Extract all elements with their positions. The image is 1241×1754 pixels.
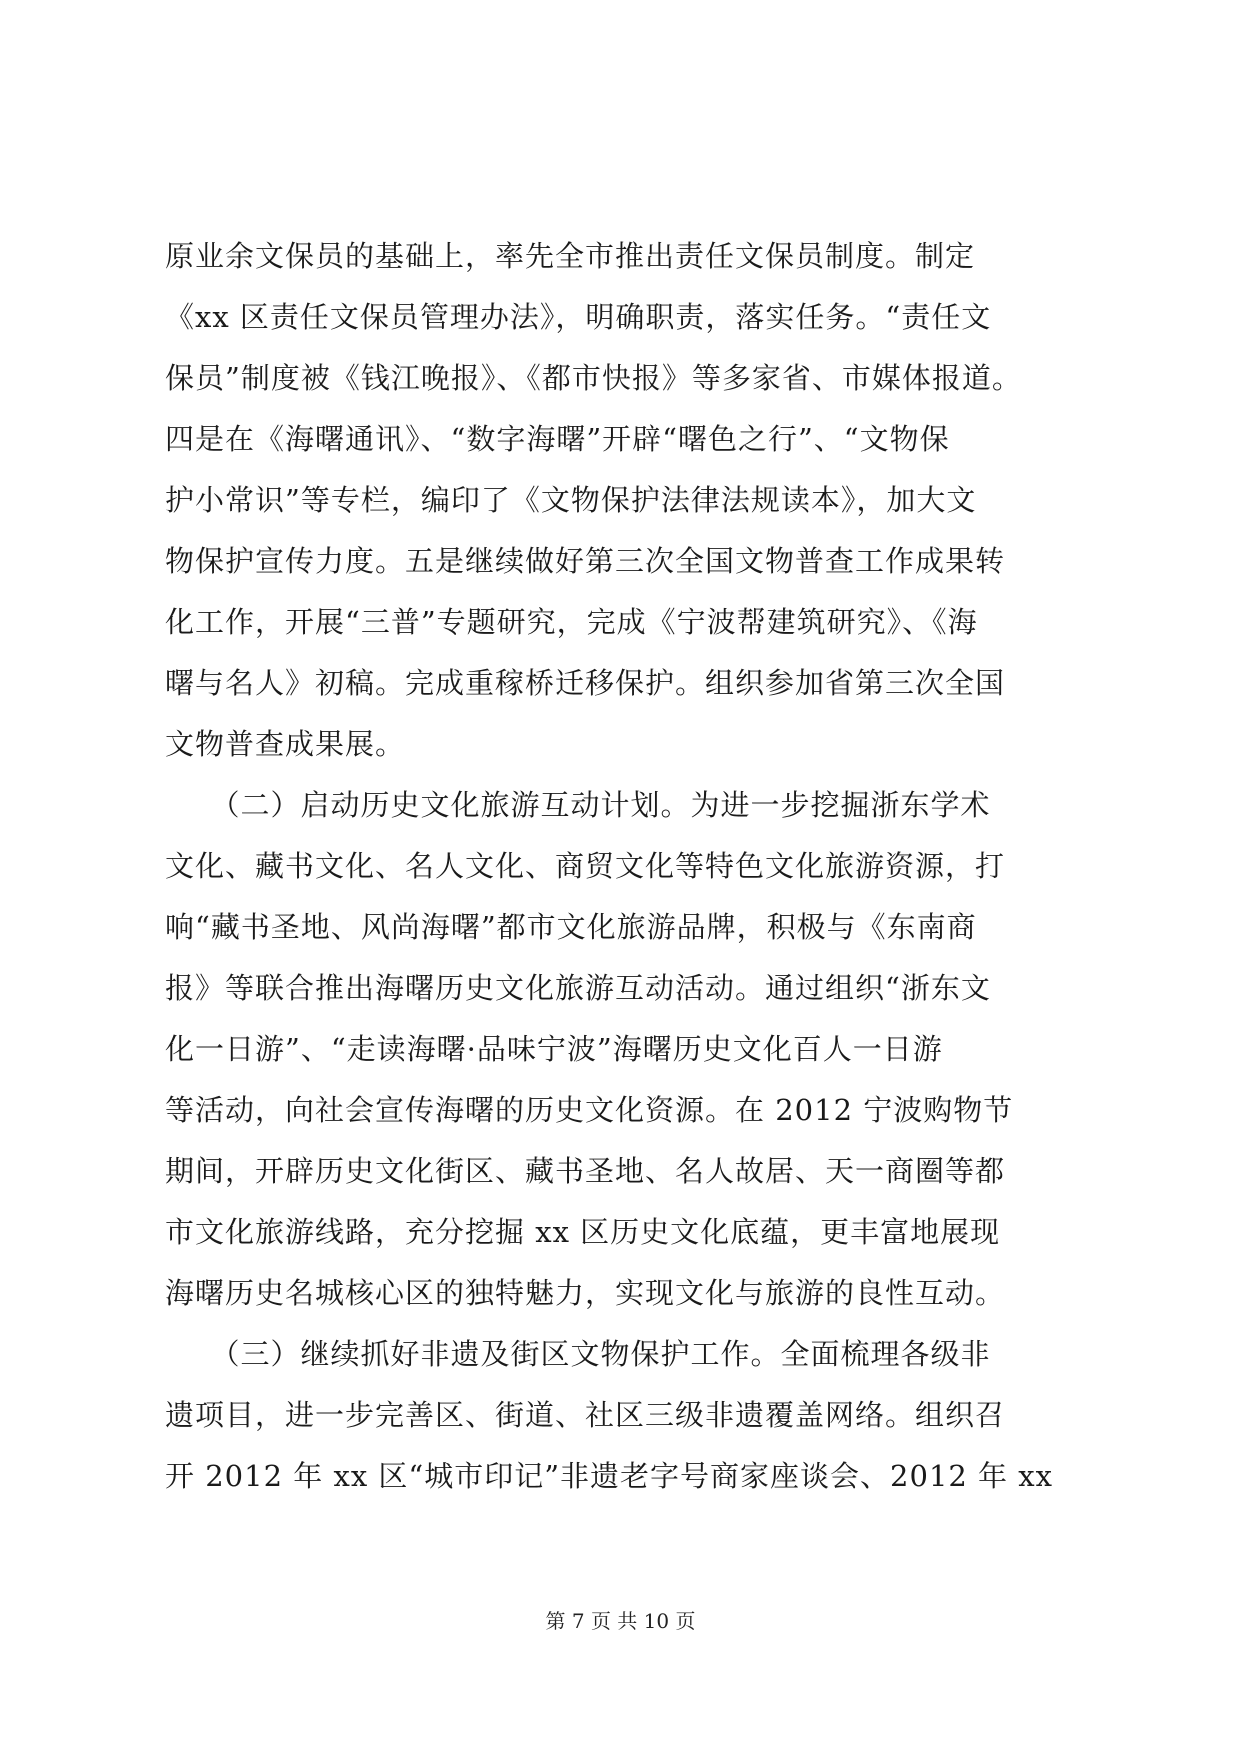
text-line: 响“藏书圣地、风尚海曙”都市文化旅游品牌，积极与《东南商 bbox=[165, 910, 977, 944]
body-text bbox=[165, 226, 1085, 1507]
text-line: 文物普查成果展。 bbox=[165, 727, 406, 761]
text-line: 原业余文保员的基础上，率先全市推出责任文保员制度。制定 bbox=[165, 239, 976, 273]
text-line: 遗项目，进一步完善区、街道、社区三级非遗覆盖网络。组织召 bbox=[165, 1398, 1006, 1432]
text-line: 曙与名人》初稿。完成重稼桥迁移保护。组织参加省第三次全国 bbox=[165, 666, 1006, 700]
text-line: 市文化旅游线路，充分挖掘 xx 区历史文化底蕴，更丰富地展现 bbox=[165, 1215, 1001, 1249]
text-line: 物保护宣传力度。五是继续做好第三次全国文物普查工作成果转 bbox=[165, 544, 1006, 578]
text-line: 报》等联合推出海曙历史文化旅游互动活动。通过组织“浙东文 bbox=[165, 971, 991, 1005]
text-line: 化工作，开展“三普”专题研究，完成《宁波帮建筑研究》、《海 bbox=[165, 605, 978, 639]
text-line: 开 2012 年 xx 区“城市印记”非遗老字号商家座谈会、2012 年 xx bbox=[165, 1459, 1053, 1493]
text-line: 保员”制度被《钱江晚报》、《都市快报》等多家省、市媒体报道。 bbox=[165, 361, 1022, 395]
text-line: （二）启动历史文化旅游互动计划。为进一步挖掘浙东学术 bbox=[165, 788, 991, 822]
page-number: 第 7 页 共 10 页 bbox=[545, 1609, 696, 1633]
text-line: 护小常识”等专栏，编印了《文物保护法律法规读本》，加大文 bbox=[165, 483, 977, 517]
text-line: 《xx 区责任文保员管理办法》，明确职责，落实任务。“责任文 bbox=[165, 300, 992, 334]
text-line: （三）继续抓好非遗及街区文物保护工作。全面梳理各级非 bbox=[165, 1337, 991, 1371]
text-line: 期间，开辟历史文化街区、藏书圣地、名人故居、天一商圈等都 bbox=[165, 1154, 1006, 1188]
text-line: 化一日游”、“走读海曙·品味宁波”海曙历史文化百人一日游 bbox=[165, 1032, 943, 1066]
text-line: 文化、藏书文化、名人文化、商贸文化等特色文化旅游资源，打 bbox=[165, 849, 1006, 883]
text-line: 四是在《海曙通讯》、“数字海曙”开辟“曙色之行”、“文物保 bbox=[165, 422, 950, 456]
text-line: 等活动，向社会宣传海曙的历史文化资源。在 2012 宁波购物节 bbox=[165, 1093, 1014, 1127]
text-line: 海曙历史名城核心区的独特魅力，实现文化与旅游的良性互动。 bbox=[165, 1276, 1006, 1310]
page-footer bbox=[0, 1606, 1241, 1636]
